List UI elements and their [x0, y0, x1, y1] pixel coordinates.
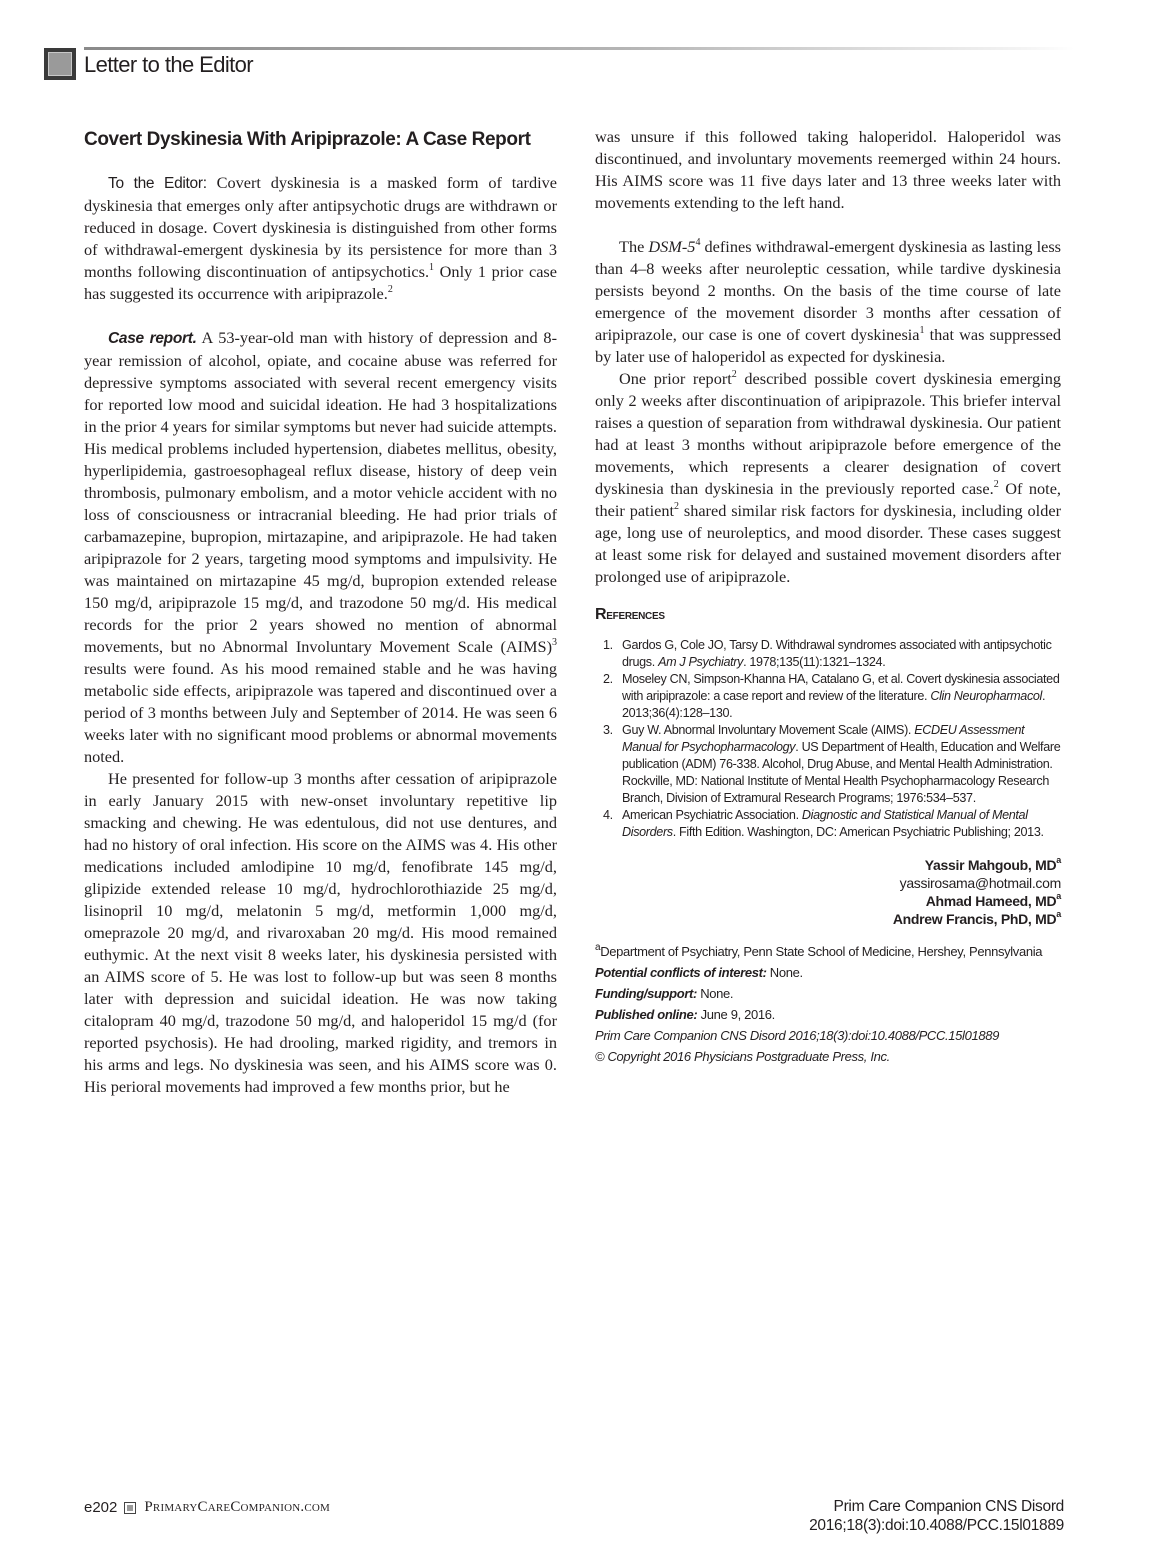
citation-ref: 2 [993, 478, 999, 490]
case-report-lead: Case report. [108, 330, 197, 347]
affiliation: $^a$Department of Psychiatry, Penn State School of Medicine, Hershey, Pennsylvania [595, 941, 1043, 959]
author-block [595, 856, 1061, 928]
discussion-paragraph-1: The DSM-$5^4$ defines withdrawal-emergent dyskinesia as lasting less than 4–8 weeks after neuroleptic cessation, while tardive dyskinesia persists beyond 2 months. On the basis of the time course of late emergence of the movement disorder 3 months after cessation of aripiprazole, our case is one of covert dyskinesia$^1$ that was suppressed by later use of haloperidol as expected for dyskinesia. [595, 236, 1061, 366]
left-column [84, 126, 557, 1098]
footer-left [84, 1499, 330, 1516]
citation-ref: 2 [731, 368, 737, 380]
article-title: Covert Dyskinesia With Aripiprazole: A Case Report [84, 129, 531, 150]
intro-lead: To the Editor: [108, 175, 207, 192]
conflicts-of-interest: Potential conflicts of interest: None. [595, 965, 803, 980]
followup-paragraph: He presented for follow-up 3 months after cessation of aripiprazole in early January 2015 with new-onset involuntary repetitive lip smacking and chewing. He was edentulous, did not use dentures, and had no history of oral infection. His score on the AIMS was 4. His other medications included amlodipine 10 mg/d, fenofibrate 145 mg/d, glipizide extended release 10 mg/d, hydrochlorothiazide 25 mg/d, lisinopril 10 mg/d, melatonin 5 mg/d, metformin 1,000 mg/d, omeprazole 20 mg/d, and rivaroxaban 20 mg/d. His mood remained euthymic. At the next visit 8 weeks later, his dyskinesia persisted with an AIMS score of 5. He was lost to follow-up but was seen 8 months later with depression and suicidal ideation. He was now taking citalopram 40 mg/d, trazodone 50 mg/d, and haloperidol 15 mg/d (for reported psychosis). He had drooling, marked rigidity, and tremors in his arms and legs. No dyskinesia was seen, and his AIMS score was 0. His perioral movements had improved a few months prior, but he [84, 769, 557, 1096]
citation-ref: 1 [919, 324, 925, 336]
citation-ref: 3 [552, 636, 557, 648]
citation-ref: 2 [674, 500, 679, 512]
section-title: Letter to the Editor [84, 52, 253, 77]
case-report-paragraph: Case report. A 53-year-old man with history of depression and 8-year remission of alcohol, opiate, and cocaine abuse was referred for depressive symptoms associated with several recent emergency visits for reported low mood and suicidal ideation. He had 3 hospitalizations in the prior 4 years for similar symptoms but never had suicide attempts. His medical problems included hypertension, diabetes mellitus, obesity, hyperlipidemia, gastroesophageal reflux disease, history of deep vein thrombosis, pulmonary embolism, and a motor vehicle accident with no loss of consciousness or intracranial bleeding. He had prior trials of carbamazepine, bupropion, mirtazapine, and aripiprazole. He had taken aripiprazole for 2 years, targeting mood symptoms and impulsivity. He was maintained on mirtazapine 45 mg/d, bupropion extended release 150 mg/d, aripiprazole 15 mg/d, and trazodone 50 mg/d. His medical records for the prior 2 years showed no mention of abnormal movements, but no Abnormal Involuntary Movement Scale (AIMS)$^3$ results were found. As his mood remained stable and he was having metabolic side effects, aripiprazole was tapered and discontinued over a period of 3 months between July and September of 2014. He was seen 6 weeks later with no significant mood problems or abnormal movements noted. [84, 328, 557, 766]
published-online: Published online: June 9, 2016. [595, 1007, 775, 1022]
copyright-line: © Copyright 2016 Physicians Postgraduate Press, Inc. [595, 1049, 890, 1064]
reference-item: 3. Guy W. Abnormal Involuntary Movement Scale (AIMS). ECDEU Assessment Manual for Psychopharmacology. US Department of Health, Education and Welfare publication (ADM) 76-338. Alcohol, Drug Abuse, and Mental Health Administration. Rockville, MD: National Institute of Mental Health Psychopharmacology Research Branch, Division of Extramural Research Programs; 1976:534–537. [603, 723, 1061, 805]
citation-line: Prim Care Companion CNS Disord 2016;18(3):doi:10.4088/PCC.15l01889 [595, 1028, 999, 1043]
citation-ref: 1 [429, 261, 435, 273]
funding-support: Funding/support: None. [595, 986, 734, 1001]
footer-journal-citation: Prim Care Companion CNS Disord 2016;18(3):doi:10.4088/PCC.15l01889 [809, 1498, 1064, 1534]
page-number: e202 [84, 1499, 118, 1516]
reference-item: 2. Moseley CN, Simpson-Khanna HA, Catalano G, et al. Covert dyskinesia associated with aripiprazole: a case report and review of the literature. Clin Neuropharmacol. 2013;36(4):128–130. [603, 672, 1060, 720]
reference-item: 1. Gardos G, Cole JO, Tarsy D. Withdrawal syndromes associated with antipsychotic drugs. Am J Psychiatry. 1978;135(11):1321–1324. [603, 638, 1052, 669]
article-metadata [595, 943, 1061, 1065]
reference-list [595, 637, 1061, 841]
footer-square-icon [124, 1502, 136, 1514]
reference-item: 4. American Psychiatric Association. Diagnostic and Statistical Manual of Mental Disorders. Fifth Edition. Washington, DC: American Psychiatric Publishing; 2013. [603, 808, 1044, 839]
right-column [595, 126, 1061, 1069]
header-rule [84, 47, 1074, 50]
references-heading: References [595, 606, 665, 623]
citation-ref: 4 [695, 236, 701, 248]
site-link[interactable]: PrimaryCareCompanion.com [144, 1499, 331, 1515]
author-name: Ahmad Hameed, $MD^a$ [925, 891, 1061, 909]
section-square-icon [44, 48, 76, 80]
dsm-title: DSM-5 [648, 237, 696, 256]
intro-paragraph: To the Editor: Covert dyskinesia is a masked form of tardive dyskinesia that emerges only after antipsychotic drugs are withdrawn or reduced in dosage. Covert dyskinesia is distinguished from other forms of withdrawal-emergent dyskinesia by its persistence for more than 3 months following discontinuation of antipsychotics.$^1$ Only 1 prior case has suggested its occurrence with aripiprazole.$^2$ [84, 173, 557, 303]
author-email-link[interactable]: yassirosama@hotmail.com [899, 875, 1061, 891]
citation-ref: 2 [387, 283, 393, 295]
author-name: Andrew Francis, PhD, $MD^a$ [892, 909, 1061, 927]
followup-continued-paragraph: was unsure if this followed taking haloperidol. Haloperidol was discontinued, and involuntary movements reemerged within 24 hours. His AIMS score was 11 five days later and 13 three weeks later with movements extending to the left hand. [595, 127, 1061, 212]
discussion-paragraph-2: One prior report$^2$ described possible covert dyskinesia emerging only 2 weeks after discontinuation of aripiprazole. This briefer interval raises a question of separation from withdrawal dyskinesia. Our patient had at least 3 months without aripiprazole before emergence of the movements, which represents a clearer designation of covert dyskinesia than dyskinesia in the previously reported case.$^2$ Of note, their patient$^2$ shared similar risk factors for dyskinesia, including older age, long use of neuroleptics, and mood disorder. These cases suggest at least some risk for delayed and sustained movement disorders after prolonged use of aripiprazole. [595, 368, 1062, 586]
author-name: Yassir Mahgoub, $MD^a$ [924, 855, 1061, 873]
